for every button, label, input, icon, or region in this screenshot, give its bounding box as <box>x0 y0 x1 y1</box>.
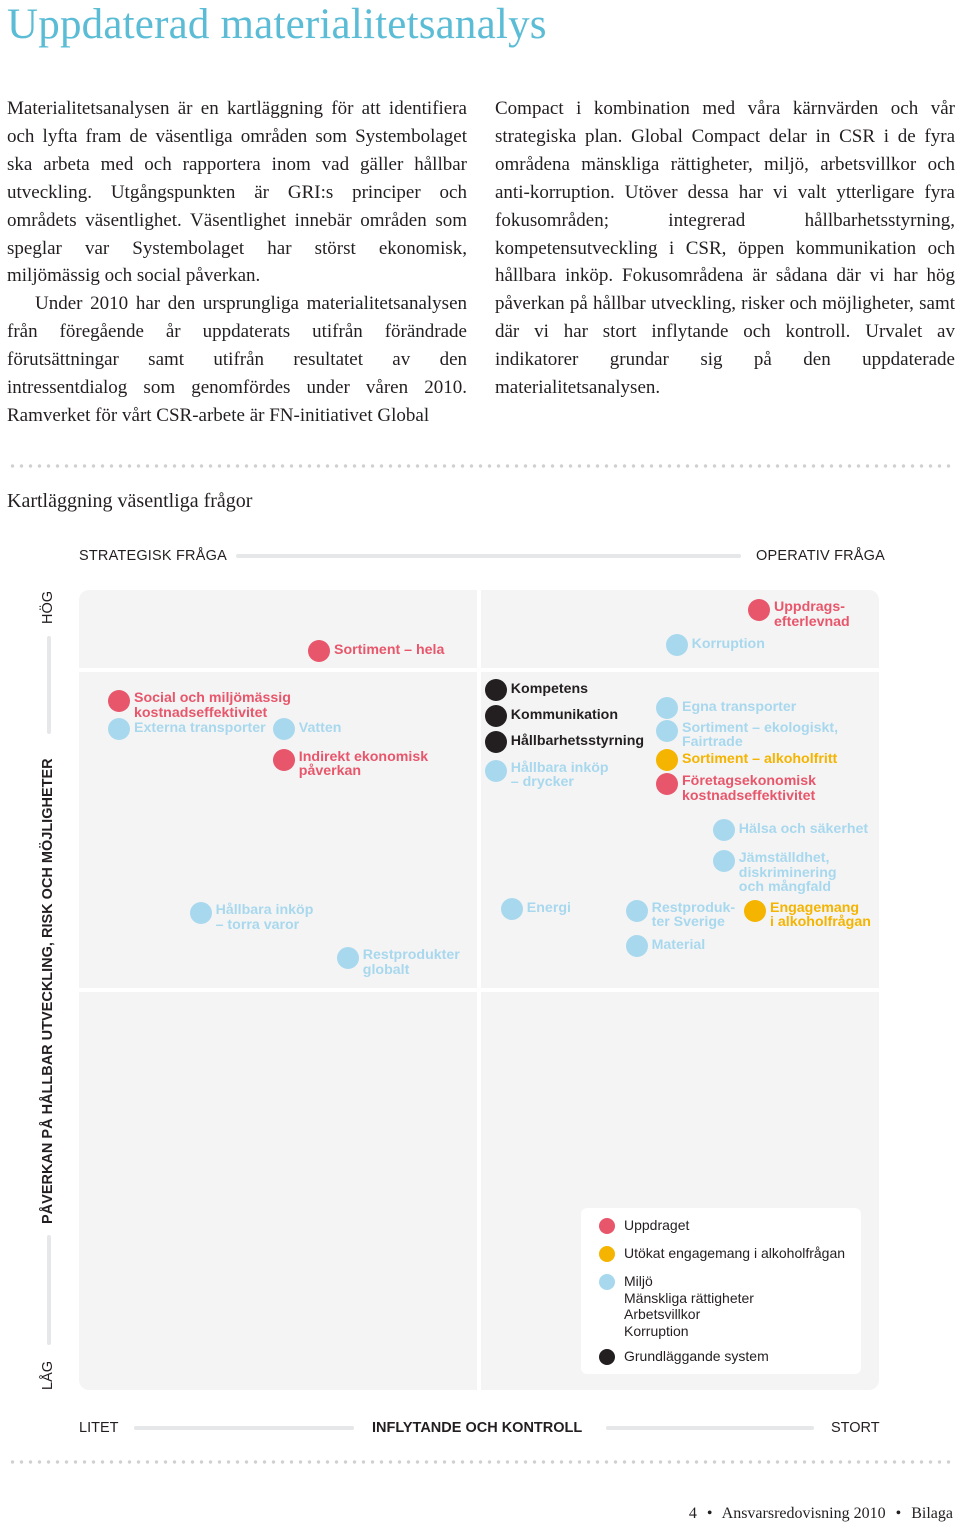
footer-bullet: • <box>895 1505 902 1522</box>
chart-point <box>485 731 507 753</box>
chart-point-label: Kompetens <box>510 681 589 697</box>
grid-cell-bottom-left <box>79 992 477 1390</box>
section-name: Bilaga <box>911 1505 953 1522</box>
page-footer <box>689 1505 953 1523</box>
page-number: 4 <box>688 1505 697 1522</box>
chart-point-label: Indirekt ekonomisk påverkan <box>298 748 429 780</box>
legend-label: Grundläggande system <box>624 1348 769 1364</box>
chart-point-label: Hållbarhetsstyrning <box>510 733 645 749</box>
chart-point-label: Hälsa och säkerhet <box>738 821 869 837</box>
chart-point <box>713 850 735 872</box>
dotted-divider-top <box>8 464 954 468</box>
top-axis-line <box>236 554 741 558</box>
chart-point <box>666 634 688 656</box>
chart-point <box>190 902 212 924</box>
chart-point <box>501 898 523 920</box>
x-high-label: STORT <box>831 1420 880 1436</box>
chart-point <box>744 900 766 922</box>
operative-question-label: OPERATIV FRÅGA <box>756 548 886 564</box>
right-paragraph-1: Compact i kombination med våra kärnvärden och vår strategiska plan. Global Compact delar in CSR i de fyra områdena mänskliga rättigheter, miljö, arbetsvillkor och anti-korruption. Utöver dessa har vi valt ytterligare fyra fokusområden; integrerad hållbarhetsstyrning, kompetensutveckling i CSR, öppen kommunikation och hållbara inköp. Fokusområdena är sådana där vi har hög påverkan på hållbar utveckling, risker och möjligheter, samt där vi har stort inflytande och kontroll. Urvalet av indikatorer grundar sig på den uppdaterade materialitetsanalysen. <box>495 98 955 399</box>
chart-point-label: Företagsekonomisk kostnadseffektivitet <box>682 773 817 804</box>
chart-point <box>273 749 295 771</box>
chart-point <box>656 720 678 742</box>
chart-point-label: Energi <box>526 900 571 917</box>
strategic-question-label: STRATEGISK FRÅGA <box>79 548 227 564</box>
chart-point-label: Sortiment – hela <box>334 641 445 658</box>
chart-point-label: Uppdrags- efterlevnad <box>774 599 850 630</box>
chart-point <box>713 819 735 841</box>
chart-point <box>337 947 359 969</box>
left-paragraph-2: Under 2010 har den ursprungliga materialitetsanalysen från föregående år uppdaterats utifrån förändrade förutsättningar samt utifrån resultatet av den intressentdialog som genomfördes under våren 2010. Ramverket för vårt CSR-arbete är FN-initiativet Global <box>7 293 467 426</box>
chart-point-label: Hållbara inköp – drycker <box>510 759 609 791</box>
page-title: Uppdaterad materialitetsanalys <box>7 1 547 48</box>
dotted-divider-bottom <box>8 1460 954 1464</box>
chart-point-label: Egna transporter <box>682 698 797 715</box>
right-text-column <box>495 95 955 402</box>
chart-point <box>656 697 678 719</box>
legend-label: Miljö Mänskliga rättigheter Arbetsvillkor Korruption <box>624 1273 754 1339</box>
y-low-label: LÅG <box>40 1360 56 1390</box>
x-axis-line-right <box>606 1426 814 1430</box>
chart-point <box>748 599 770 621</box>
y-axis-line-upper <box>47 636 51 734</box>
legend-swatch <box>599 1349 615 1365</box>
chart-point-label: Kommunikation <box>510 706 618 723</box>
report-name: Ansvarsredovisning 2010 <box>721 1505 886 1522</box>
chart-legend <box>581 1208 861 1374</box>
chart-point <box>485 760 507 782</box>
legend-swatch <box>599 1218 615 1234</box>
chart-point <box>273 718 295 740</box>
legend-label: Utökat engagemang i alkoholfrågan <box>624 1245 846 1261</box>
chart-point-label: Korruption <box>691 636 765 653</box>
chart-point <box>308 640 330 662</box>
chart-point <box>626 935 648 957</box>
chart-point-label: Sortiment – alkoholfritt <box>682 751 838 768</box>
y-axis-line-lower <box>47 1235 51 1345</box>
footer-bullet: • <box>706 1505 713 1522</box>
chart-point-label: Sortiment – ekologiskt, Fairtrade <box>682 719 839 751</box>
y-high-label: HÖG <box>40 590 56 624</box>
x-axis-line-left <box>134 1426 354 1430</box>
legend-label: Uppdraget <box>624 1217 690 1233</box>
chart-point-label: Material <box>651 937 706 953</box>
chart-title: Kartläggning väsentliga frågor <box>7 490 253 512</box>
chart-point-label: Hållbara inköp – torra varor <box>215 902 314 933</box>
chart-point-label: Social och miljömässig kostnadseffektivitet <box>134 690 291 721</box>
left-text-column <box>7 95 467 430</box>
chart-point-label: Restprodukter globalt <box>362 947 460 978</box>
legend-swatch <box>599 1246 615 1262</box>
legend-swatch <box>599 1274 615 1290</box>
chart-point-label: Externa transporter <box>134 720 266 737</box>
chart-point-label: Engagemang i alkoholfrågan <box>770 899 871 931</box>
chart-point <box>485 705 507 727</box>
y-axis-title: PÅVERKAN PÅ HÅLLBAR UTVECKLING, RISK OCH MÖJLIGHETER <box>40 758 56 1224</box>
x-axis-title: INFLYTANDE OCH KONTROLL <box>372 1420 583 1436</box>
chart-point <box>626 900 648 922</box>
x-low-label: LITET <box>79 1420 119 1436</box>
left-paragraph-1: Materialitetsanalysen är en kartläggning för att identifiera och lyfta fram de väsentliga områden som Systembolaget ska arbeta med och rapportera inom vad gäller hållbar utveckling. Utgångspunkten är GRI:s principer och områdets väsentlighet. Väsentlighet innebär områden som speglar var Systembolaget har störst ekonomisk, miljömässig och social påverkan. <box>7 98 467 287</box>
chart-point <box>485 679 507 701</box>
chart-point-label: Vatten <box>298 720 342 737</box>
chart-point-label: Restproduk- ter Sverige <box>651 899 736 931</box>
chart-point-label: Jämställdhet, diskriminering och mångfald <box>738 850 837 896</box>
